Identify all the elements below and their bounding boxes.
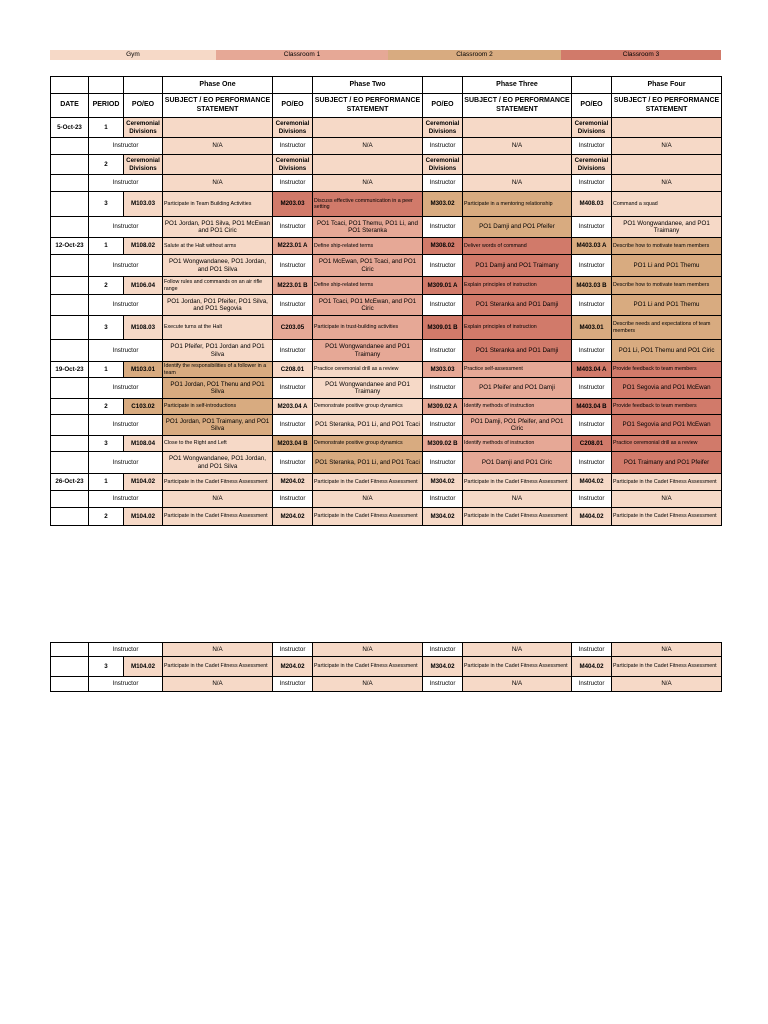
instructor-names-cell: N/A [313, 643, 423, 657]
poeo-code-cell: M309.02 A [423, 399, 463, 415]
instructor-row [51, 643, 722, 657]
period-cell: 1 [89, 118, 124, 138]
instructor-names-cell: PO1 Pfeifer, PO1 Jordan and PO1 Silva [163, 340, 273, 362]
instructor-names-cell: PO1 Li, PO1 Themu and PO1 Ciric [612, 340, 722, 362]
instructor-names-cell: PO1 Jordan, PO1 Traimany, and PO1 Silva [163, 415, 273, 436]
poeo-code-cell: M204.02 [273, 657, 313, 677]
blank-cell [51, 491, 89, 508]
subject-cell: Provide feedback to team members [612, 362, 722, 378]
poeo-code-cell: M304.02 [423, 657, 463, 677]
poeo-code-cell: M103.03 [124, 192, 163, 217]
instructor-label: Instructor [273, 138, 313, 155]
poeo-code-cell: Ceremonial Divisions [124, 118, 163, 138]
instructor-label: Instructor [572, 340, 612, 362]
column-header-row [51, 94, 722, 118]
instructor-label: Instructor [572, 217, 612, 238]
subject-cell: Follow rules and commands on an air rifle range [163, 277, 273, 295]
instructor-names-cell: PO1 Wongwandanee and PO1 Traimany [313, 378, 423, 399]
subject-header: SUBJECT / EO PERFORMANCE STATEMENT [463, 94, 572, 118]
period-cell: 1 [89, 474, 124, 491]
instructor-label: Instructor [89, 415, 163, 436]
date-cell [51, 277, 89, 295]
poeo-code-cell: Ceremonial Divisions [423, 155, 463, 175]
instructor-names-cell: N/A [612, 677, 722, 692]
subject-cell [163, 118, 273, 138]
period-cell: 2 [89, 399, 124, 415]
poeo-code-cell: M104.02 [124, 474, 163, 491]
subject-cell: Explain principles of instruction [463, 277, 572, 295]
instructor-names-cell: N/A [313, 138, 423, 155]
legend-item: Classroom 3 [561, 50, 721, 60]
instructor-label: Instructor [572, 175, 612, 192]
instructor-names-cell: PO1 Li and PO1 Themu [612, 295, 722, 316]
instructor-names-cell: PO1 Damji and PO1 Ciric [463, 452, 572, 474]
blank-cell [51, 378, 89, 399]
poeo-code-cell: M304.02 [423, 474, 463, 491]
subject-cell: Participate in the Cadet Fitness Assessment [463, 508, 572, 526]
blank-cell [51, 452, 89, 474]
instructor-label: Instructor [89, 175, 163, 192]
period-cell: 3 [89, 657, 124, 677]
period-cell: 1 [89, 362, 124, 378]
phase-three-header: Phase Three [463, 77, 572, 94]
lesson-row [51, 474, 722, 491]
instructor-names-cell: PO1 Damji, PO1 Pfeifer, and PO1 Ciric [463, 415, 572, 436]
subject-cell: Describe how to motivate team members [612, 277, 722, 295]
instructor-label: Instructor [423, 415, 463, 436]
instructor-names-cell: PO1 Steranka, PO1 Li, and PO1 Tcaci [313, 452, 423, 474]
poeo-code-cell: M203.03 [273, 192, 313, 217]
period-cell: 2 [89, 277, 124, 295]
instructor-names-cell: PO1 Steranka, PO1 Li, and PO1 Tcaci [313, 415, 423, 436]
blank-cell [51, 415, 89, 436]
lesson-row [51, 362, 722, 378]
phase-one-header: Phase One [163, 77, 273, 94]
instructor-label: Instructor [89, 295, 163, 316]
blank-cell [273, 77, 313, 94]
subject-cell: Demonstrate positive group dynamics [313, 436, 423, 452]
subject-cell: Provide feedback to team members [612, 399, 722, 415]
lesson-row [51, 238, 722, 255]
phase-two-header: Phase Two [313, 77, 423, 94]
instructor-label: Instructor [423, 452, 463, 474]
instructor-row [51, 217, 722, 238]
date-cell [51, 192, 89, 217]
room-legend [50, 50, 721, 60]
subject-cell: Demonstrate positive group dynamics [313, 399, 423, 415]
instructor-names-cell: PO1 Wongwandanee, and PO1 Traimany [612, 217, 722, 238]
poeo-code-cell: M404.02 [572, 474, 612, 491]
instructor-names-cell: PO1 McEwan, PO1 Tcaci, and PO1 Ciric [313, 255, 423, 277]
poeo-code-cell: M404.02 [572, 657, 612, 677]
poeo-code-cell: C203.05 [273, 316, 313, 340]
instructor-label: Instructor [423, 491, 463, 508]
instructor-names-cell: PO1 Damji and PO1 Traimany [463, 255, 572, 277]
instructor-label: Instructor [273, 677, 313, 692]
blank-cell [51, 255, 89, 277]
poeo-header: PO/EO [273, 94, 313, 118]
poeo-code-cell: M309.02 B [423, 436, 463, 452]
blank-cell [423, 77, 463, 94]
subject-cell: Identify methods of instruction [463, 399, 572, 415]
phase-header-row [51, 77, 722, 94]
subject-cell: Participate in trust-building activities [313, 316, 423, 340]
period-cell: 3 [89, 436, 124, 452]
poeo-code-cell: M104.02 [124, 657, 163, 677]
subject-cell: Participate in the Cadet Fitness Assessment [612, 657, 722, 677]
instructor-label: Instructor [273, 175, 313, 192]
instructor-row [51, 138, 722, 155]
instructor-label: Instructor [89, 138, 163, 155]
poeo-code-cell: M204.02 [273, 474, 313, 491]
instructor-names-cell: PO1 Segovia and PO1 McEwan [612, 378, 722, 399]
legend-item: Classroom 2 [388, 50, 561, 60]
instructor-names-cell: N/A [463, 175, 572, 192]
poeo-code-cell: Ceremonial Divisions [423, 118, 463, 138]
lesson-row [51, 118, 722, 138]
instructor-names-cell: PO1 Wongwandanee, PO1 Jordan, and PO1 Silva [163, 255, 273, 277]
instructor-names-cell: PO1 Jordan, PO1 Silva, PO1 McEwan and PO1 Ciric [163, 217, 273, 238]
period-cell: 3 [89, 316, 124, 340]
poeo-code-cell: M203.04 A [273, 399, 313, 415]
instructor-row [51, 255, 722, 277]
period-cell: 2 [89, 155, 124, 175]
instructor-names-cell: PO1 Pfeifer and PO1 Damji [463, 378, 572, 399]
blank-cell [572, 77, 612, 94]
instructor-label: Instructor [423, 217, 463, 238]
subject-cell [313, 155, 423, 175]
poeo-code-cell: Ceremonial Divisions [273, 118, 313, 138]
instructor-names-cell: N/A [463, 491, 572, 508]
poeo-code-cell: M403.03 B [572, 277, 612, 295]
blank-cell [51, 677, 89, 692]
subject-cell [313, 118, 423, 138]
subject-cell [612, 155, 722, 175]
instructor-names-cell: PO1 Wongwandanee, PO1 Jordan, and PO1 Silva [163, 452, 273, 474]
poeo-header: PO/EO [572, 94, 612, 118]
poeo-code-cell: M104.02 [124, 508, 163, 526]
instructor-label: Instructor [423, 340, 463, 362]
date-cell: 19-Oct-23 [51, 362, 89, 378]
subject-header: SUBJECT / EO PERFORMANCE STATEMENT [163, 94, 273, 118]
period-header: PERIOD [89, 94, 124, 118]
blank-cell [51, 295, 89, 316]
subject-cell [163, 155, 273, 175]
instructor-names-cell: PO1 Tcaci, PO1 Themu, PO1 Li, and PO1 Steranka [313, 217, 423, 238]
instructor-label: Instructor [89, 378, 163, 399]
blank-cell [51, 77, 89, 94]
subject-cell: Participate in Team Building Activities [163, 192, 273, 217]
instructor-label: Instructor [273, 643, 313, 657]
lesson-row [51, 316, 722, 340]
instructor-names-cell: N/A [313, 677, 423, 692]
instructor-names-cell: N/A [163, 677, 273, 692]
instructor-label: Instructor [572, 452, 612, 474]
schedule-table-continued [50, 642, 722, 692]
instructor-label: Instructor [89, 452, 163, 474]
poeo-code-cell: C208.01 [273, 362, 313, 378]
poeo-code-cell: M308.02 [423, 238, 463, 255]
subject-cell: Describe how to motivate team members [612, 238, 722, 255]
subject-cell: Define ship-related terms [313, 277, 423, 295]
instructor-label: Instructor [89, 677, 163, 692]
instructor-label: Instructor [423, 295, 463, 316]
subject-cell: Salute at the Halt without arms [163, 238, 273, 255]
poeo-code-cell: M403.04 A [572, 362, 612, 378]
poeo-code-cell: M108.03 [124, 316, 163, 340]
lesson-row [51, 436, 722, 452]
subject-cell: Deliver words of command [463, 238, 572, 255]
date-cell [51, 657, 89, 677]
instructor-label: Instructor [572, 643, 612, 657]
subject-cell: Discuss effective communication in a peer setting [313, 192, 423, 217]
poeo-code-cell: M103.01 [124, 362, 163, 378]
poeo-code-cell: M106.04 [124, 277, 163, 295]
date-cell [51, 155, 89, 175]
instructor-label: Instructor [423, 138, 463, 155]
subject-cell: Participate in the Cadet Fitness Assessment [463, 657, 572, 677]
instructor-label: Instructor [572, 255, 612, 277]
period-cell: 2 [89, 508, 124, 526]
subject-cell: Participate in a mentoring relationship [463, 192, 572, 217]
blank-cell [51, 340, 89, 362]
subject-cell [463, 118, 572, 138]
instructor-names-cell: N/A [612, 175, 722, 192]
instructor-label: Instructor [572, 138, 612, 155]
blank-cell [51, 217, 89, 238]
subject-cell: Practice self-assessment [463, 362, 572, 378]
instructor-label: Instructor [572, 415, 612, 436]
blank-cell [51, 138, 89, 155]
poeo-header: PO/EO [423, 94, 463, 118]
subject-header: SUBJECT / EO PERFORMANCE STATEMENT [313, 94, 423, 118]
subject-cell [463, 155, 572, 175]
instructor-names-cell: N/A [612, 491, 722, 508]
instructor-names-cell: PO1 Steranka and PO1 Damji [463, 295, 572, 316]
subject-cell: Participate in the Cadet Fitness Assessment [163, 508, 273, 526]
instructor-label: Instructor [572, 491, 612, 508]
poeo-code-cell: M404.02 [572, 508, 612, 526]
lesson-row [51, 657, 722, 677]
legend-item: Classroom 1 [216, 50, 388, 60]
poeo-code-cell: M108.02 [124, 238, 163, 255]
poeo-code-cell: M403.01 [572, 316, 612, 340]
poeo-code-cell: M223.01 A [273, 238, 313, 255]
instructor-label: Instructor [273, 378, 313, 399]
subject-cell: Practice ceremonial drill as a review [612, 436, 722, 452]
date-cell: 5-Oct-23 [51, 118, 89, 138]
subject-header: SUBJECT / EO PERFORMANCE STATEMENT [612, 94, 722, 118]
instructor-label: Instructor [423, 643, 463, 657]
subject-cell: Participate in the Cadet Fitness Assessment [612, 474, 722, 491]
poeo-code-cell: Ceremonial Divisions [572, 118, 612, 138]
blank-cell [51, 643, 89, 657]
instructor-names-cell: N/A [463, 643, 572, 657]
lesson-row [51, 277, 722, 295]
date-cell [51, 399, 89, 415]
poeo-code-cell: M303.02 [423, 192, 463, 217]
instructor-row [51, 491, 722, 508]
instructor-row [51, 295, 722, 316]
instructor-label: Instructor [273, 255, 313, 277]
subject-cell: Participate in the Cadet Fitness Assessment [313, 474, 423, 491]
lesson-row [51, 399, 722, 415]
instructor-row [51, 415, 722, 436]
poeo-code-cell: M408.03 [572, 192, 612, 217]
instructor-names-cell: PO1 Segovia and PO1 McEwan [612, 415, 722, 436]
instructor-names-cell: PO1 Li and PO1 Themu [612, 255, 722, 277]
subject-cell: Practice ceremonial drill as a review [313, 362, 423, 378]
subject-cell: Execute turns at the Halt [163, 316, 273, 340]
instructor-names-cell: PO1 Tcaci, PO1 McEwan, and PO1 Ciric [313, 295, 423, 316]
schedule-table [50, 76, 722, 526]
date-cell: 26-Oct-23 [51, 474, 89, 491]
instructor-label: Instructor [89, 643, 163, 657]
instructor-names-cell: N/A [163, 175, 273, 192]
poeo-code-cell: Ceremonial Divisions [572, 155, 612, 175]
subject-cell: Participate in the Cadet Fitness Assessment [163, 474, 273, 491]
date-header: DATE [51, 94, 89, 118]
instructor-label: Instructor [572, 295, 612, 316]
instructor-names-cell: PO1 Damji and PO1 Pfeifer [463, 217, 572, 238]
instructor-names-cell: N/A [612, 138, 722, 155]
instructor-names-cell: PO1 Wongwandanee and PO1 Traimany [313, 340, 423, 362]
instructor-names-cell: N/A [612, 643, 722, 657]
legend-item: Gym [50, 50, 216, 60]
date-cell [51, 508, 89, 526]
instructor-label: Instructor [89, 217, 163, 238]
subject-cell: Participate in the Cadet Fitness Assessment [612, 508, 722, 526]
instructor-label: Instructor [273, 491, 313, 508]
poeo-code-cell: Ceremonial Divisions [124, 155, 163, 175]
poeo-code-cell: M204.02 [273, 508, 313, 526]
subject-cell: Command a squad [612, 192, 722, 217]
subject-cell: Describe needs and expectations of team members [612, 316, 722, 340]
instructor-label: Instructor [572, 378, 612, 399]
instructor-label: Instructor [423, 255, 463, 277]
date-cell [51, 436, 89, 452]
subject-cell [612, 118, 722, 138]
subject-cell: Explain principles of instruction [463, 316, 572, 340]
instructor-names-cell: N/A [163, 491, 273, 508]
blank-cell [51, 175, 89, 192]
poeo-code-cell: M223.01 B [273, 277, 313, 295]
instructor-names-cell: PO1 Traimany and PO1 Pfeifer [612, 452, 722, 474]
date-cell: 12-Oct-23 [51, 238, 89, 255]
instructor-label: Instructor [89, 340, 163, 362]
instructor-row [51, 677, 722, 692]
instructor-label: Instructor [273, 340, 313, 362]
instructor-label: Instructor [423, 677, 463, 692]
instructor-label: Instructor [273, 415, 313, 436]
instructor-names-cell: N/A [463, 138, 572, 155]
lesson-row [51, 155, 722, 175]
instructor-label: Instructor [572, 677, 612, 692]
poeo-code-cell: M403.04 B [572, 399, 612, 415]
instructor-names-cell: N/A [313, 491, 423, 508]
instructor-names-cell: PO1 Jordan, PO1 Pfeifer, PO1 Silva, and PO1 Segovia [163, 295, 273, 316]
blank-cell [89, 77, 124, 94]
instructor-names-cell: N/A [313, 175, 423, 192]
poeo-code-cell: C103.02 [124, 399, 163, 415]
poeo-code-cell: M303.03 [423, 362, 463, 378]
instructor-names-cell: N/A [163, 643, 273, 657]
subject-cell: Identify methods of instruction [463, 436, 572, 452]
instructor-names-cell: PO1 Steranka and PO1 Damji [463, 340, 572, 362]
subject-cell: Participate in the Cadet Fitness Assessment [163, 657, 273, 677]
instructor-label: Instructor [89, 491, 163, 508]
instructor-row [51, 175, 722, 192]
instructor-names-cell: N/A [163, 138, 273, 155]
lesson-row [51, 508, 722, 526]
instructor-label: Instructor [273, 217, 313, 238]
instructor-label: Instructor [89, 255, 163, 277]
subject-cell: Close to the Right and Left [163, 436, 273, 452]
period-cell: 1 [89, 238, 124, 255]
poeo-code-cell: C208.01 [572, 436, 612, 452]
instructor-label: Instructor [423, 378, 463, 399]
poeo-code-cell: M309.01 A [423, 277, 463, 295]
poeo-code-cell: M203.04 B [273, 436, 313, 452]
instructor-label: Instructor [273, 452, 313, 474]
poeo-code-cell: M304.02 [423, 508, 463, 526]
instructor-row [51, 452, 722, 474]
instructor-label: Instructor [273, 295, 313, 316]
lesson-row [51, 192, 722, 217]
poeo-code-cell: M108.04 [124, 436, 163, 452]
poeo-code-cell: M403.03 A [572, 238, 612, 255]
subject-cell: Identify the responsibilities of a follower in a team [163, 362, 273, 378]
subject-cell: Participate in self-introductions [163, 399, 273, 415]
subject-cell: Participate in the Cadet Fitness Assessment [463, 474, 572, 491]
poeo-header: PO/EO [124, 94, 163, 118]
poeo-code-cell: M309.01 B [423, 316, 463, 340]
period-cell: 3 [89, 192, 124, 217]
instructor-label: Instructor [423, 175, 463, 192]
blank-cell [124, 77, 163, 94]
instructor-row [51, 378, 722, 399]
instructor-names-cell: PO1 Jordan, PO1 Thenu and PO1 Silva [163, 378, 273, 399]
subject-cell: Define ship-related terms [313, 238, 423, 255]
subject-cell: Participate in the Cadet Fitness Assessment [313, 657, 423, 677]
phase-four-header: Phase Four [612, 77, 722, 94]
instructor-names-cell: N/A [463, 677, 572, 692]
subject-cell: Participate in the Cadet Fitness Assessment [313, 508, 423, 526]
instructor-row [51, 340, 722, 362]
date-cell [51, 316, 89, 340]
poeo-code-cell: Ceremonial Divisions [273, 155, 313, 175]
